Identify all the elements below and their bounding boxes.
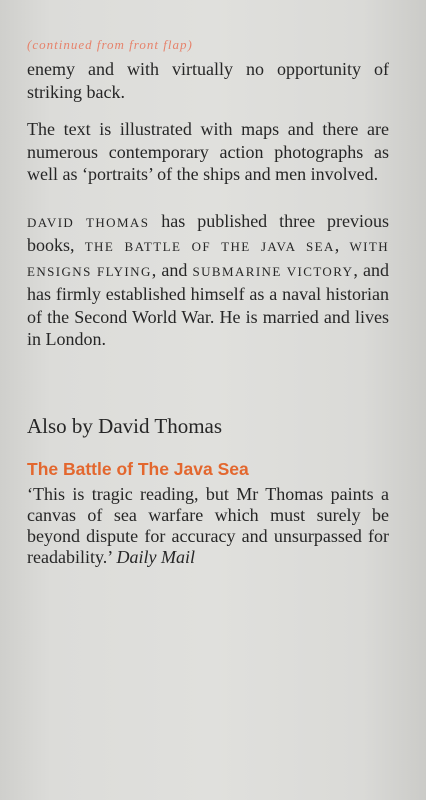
bio-text-3: , and: [151, 259, 193, 280]
previous-book-2: WITH ENSIGNS FLYING: [27, 239, 390, 279]
author-bio: [27, 210, 389, 351]
previous-book-3: SUBMARINE VICTORY: [192, 263, 354, 279]
paragraph-ending: enemy and with virtually no opportunity of striking back.: [27, 59, 389, 102]
book-title: The Battle of The Java Sea: [27, 458, 249, 479]
continued-note: (continued from front flap): [27, 37, 193, 52]
book-flap-text: [27, 36, 389, 568]
bio-text-2: ,: [334, 235, 350, 255]
bio-text-4: , and has firmly established himself as a naval historian of the Second World War. He is married and lives in London.: [27, 259, 389, 349]
paragraph-illustrations: The text is illustrated with maps and there are numerous contemporary action photographs as well as ‘portraits’ of the ships and men involved.: [27, 119, 389, 184]
bio-text-1: has published three previous books,: [27, 210, 389, 255]
quote-source: Daily Mail: [116, 546, 195, 567]
previous-book-1: THE BATTLE OF THE JAVA SEA: [84, 239, 335, 254]
review-quote: [27, 484, 389, 568]
also-by-heading: Also by David Thomas: [27, 413, 223, 438]
author-name: DAVID THOMAS: [27, 214, 150, 230]
quote-text: ‘This is tragic reading, but Mr Thomas paints a canvas of sea warfare which must surely be beyond dispute for accuracy and unsurpassed for readability.’: [27, 483, 389, 567]
